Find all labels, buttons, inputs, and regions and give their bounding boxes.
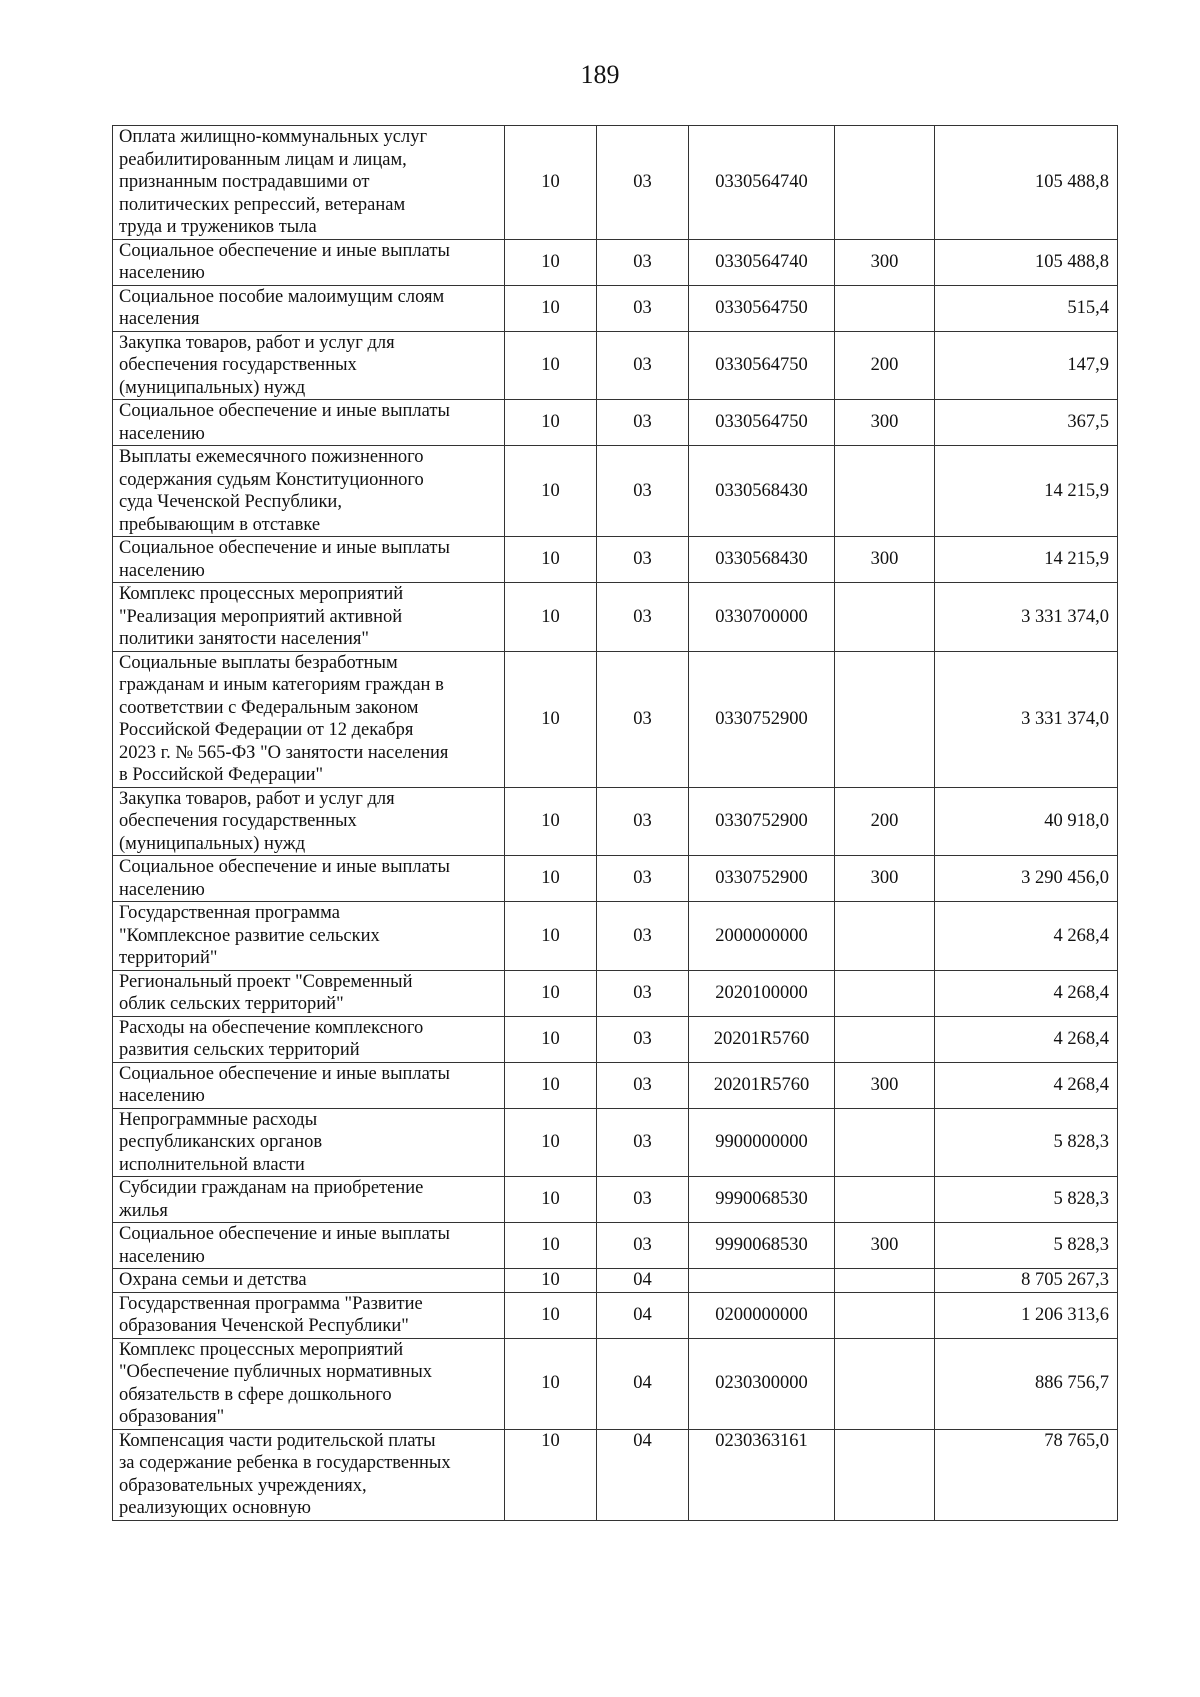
row-name-cell: Расходы на обеспечение комплексного развития сельских территорий [113,1016,505,1062]
row-section-cell: 10 [505,1338,597,1429]
row-amount-cell: 105 488,8 [935,126,1118,240]
row-name-cell: Государственная программа "Развитие образования Чеченской Республики" [113,1292,505,1338]
row-amount-cell: 4 268,4 [935,902,1118,971]
row-target-article-cell: 0330564750 [689,285,835,331]
row-subsection-cell: 03 [597,1062,689,1108]
row-subsection-cell: 03 [597,1177,689,1223]
row-name-cell: Социальные выплаты безработным гражданам и иным категориям граждан в соответствии с Федеральным законом Российской Федерации от 12 декабря 2023 г. № 565-ФЗ "О занятости населения в Российской Федерации" [113,651,505,787]
row-amount-cell: 886 756,7 [935,1338,1118,1429]
row-amount-cell: 5 828,3 [935,1108,1118,1177]
row-amount-cell: 3 331 374,0 [935,583,1118,652]
row-section-cell: 10 [505,583,597,652]
row-amount-cell: 105 488,8 [935,239,1118,285]
table-row [113,285,1118,331]
row-name-cell: Социальное обеспечение и иные выплаты населению [113,400,505,446]
row-section-cell: 10 [505,970,597,1016]
row-amount-cell: 1 206 313,6 [935,1292,1118,1338]
row-subsection-cell: 03 [597,446,689,537]
table-row [113,583,1118,652]
row-section-cell: 10 [505,285,597,331]
row-section-cell: 10 [505,787,597,856]
row-target-article-cell: 2020100000 [689,970,835,1016]
row-target-article-cell: 0330564740 [689,239,835,285]
row-amount-cell: 3 331 374,0 [935,651,1118,787]
row-amount-cell: 367,5 [935,400,1118,446]
row-target-article-cell [689,1269,835,1293]
row-target-article-cell: 0330752900 [689,856,835,902]
row-target-article-cell: 0330564750 [689,400,835,446]
row-target-article-cell: 9900000000 [689,1108,835,1177]
table-row [113,902,1118,971]
row-expense-type-cell: 300 [835,1062,935,1108]
row-subsection-cell: 04 [597,1292,689,1338]
table-row [113,1177,1118,1223]
table-row [113,1016,1118,1062]
row-section-cell: 10 [505,1223,597,1269]
table-row [113,1429,1118,1520]
row-amount-cell: 4 268,4 [935,1062,1118,1108]
row-section-cell: 10 [505,331,597,400]
page-number: 189 [580,60,620,89]
row-section-cell: 10 [505,1292,597,1338]
row-target-article-cell: 0330700000 [689,583,835,652]
row-expense-type-cell [835,446,935,537]
row-amount-cell: 147,9 [935,331,1118,400]
row-target-article-cell: 0230300000 [689,1338,835,1429]
row-section-cell: 10 [505,651,597,787]
row-expense-type-cell [835,651,935,787]
table-row [113,537,1118,583]
row-name-cell: Социальное обеспечение и иные выплаты населению [113,1223,505,1269]
row-name-cell: Государственная программа "Комплексное развитие сельских территорий" [113,902,505,971]
row-name-cell: Социальное обеспечение и иные выплаты населению [113,239,505,285]
row-amount-cell: 5 828,3 [935,1177,1118,1223]
row-amount-cell: 14 215,9 [935,537,1118,583]
row-name-cell: Выплаты ежемесячного пожизненного содержания судьям Конституционного суда Чеченской Республики, пребывающим в отставке [113,446,505,537]
table-row [113,1108,1118,1177]
row-amount-cell: 515,4 [935,285,1118,331]
row-expense-type-cell: 200 [835,787,935,856]
row-target-article-cell: 0330568430 [689,537,835,583]
row-subsection-cell: 03 [597,1108,689,1177]
row-amount-cell: 3 290 456,0 [935,856,1118,902]
row-expense-type-cell [835,1269,935,1293]
row-section-cell: 10 [505,1177,597,1223]
row-name-cell: Социальное пособие малоимущим слоям населения [113,285,505,331]
row-subsection-cell: 03 [597,331,689,400]
row-subsection-cell: 04 [597,1269,689,1293]
row-target-article-cell: 0330752900 [689,787,835,856]
row-section-cell: 10 [505,1429,597,1520]
row-subsection-cell: 03 [597,902,689,971]
row-section-cell: 10 [505,1016,597,1062]
row-name-cell: Охрана семьи и детства [113,1269,505,1293]
table-row [113,651,1118,787]
row-expense-type-cell [835,583,935,652]
row-subsection-cell: 03 [597,583,689,652]
row-section-cell: 10 [505,1108,597,1177]
row-section-cell: 10 [505,1062,597,1108]
row-section-cell: 10 [505,239,597,285]
row-subsection-cell: 03 [597,285,689,331]
row-amount-cell: 4 268,4 [935,1016,1118,1062]
row-expense-type-cell [835,285,935,331]
row-name-cell: Социальное обеспечение и иные выплаты населению [113,856,505,902]
row-name-cell: Социальное обеспечение и иные выплаты населению [113,1062,505,1108]
table-row [113,970,1118,1016]
row-subsection-cell: 03 [597,651,689,787]
row-target-article-cell: 2000000000 [689,902,835,971]
row-target-article-cell: 0200000000 [689,1292,835,1338]
table-row [113,446,1118,537]
row-section-cell: 10 [505,537,597,583]
row-section-cell: 10 [505,1269,597,1293]
row-name-cell: Закупка товаров, работ и услуг для обеспечения государственных (муниципальных) нужд [113,787,505,856]
row-expense-type-cell [835,126,935,240]
table-row [113,1269,1118,1293]
row-expense-type-cell [835,902,935,971]
row-expense-type-cell [835,1177,935,1223]
row-name-cell: Компенсация части родительской платы за содержание ребенка в государственных образовательных учреждениях, реализующих основную [113,1429,505,1520]
row-expense-type-cell [835,1338,935,1429]
row-name-cell: Закупка товаров, работ и услуг для обеспечения государственных (муниципальных) нужд [113,331,505,400]
row-amount-cell: 4 268,4 [935,970,1118,1016]
row-section-cell: 10 [505,446,597,537]
row-expense-type-cell [835,1108,935,1177]
row-expense-type-cell: 300 [835,239,935,285]
row-section-cell: 10 [505,856,597,902]
row-amount-cell: 40 918,0 [935,787,1118,856]
row-subsection-cell: 04 [597,1429,689,1520]
row-target-article-cell: 0330568430 [689,446,835,537]
row-target-article-cell: 0330564740 [689,126,835,240]
row-name-cell: Комплекс процессных мероприятий "Обеспечение публичных нормативных обязательств в сфере дошкольного образования" [113,1338,505,1429]
row-target-article-cell: 0330752900 [689,651,835,787]
table-row [113,1338,1118,1429]
row-target-article-cell: 0230363161 [689,1429,835,1520]
row-target-article-cell: 9990068530 [689,1223,835,1269]
budget-table [112,125,1118,1521]
row-expense-type-cell [835,1292,935,1338]
row-subsection-cell: 03 [597,537,689,583]
row-target-article-cell: 20201R5760 [689,1062,835,1108]
row-expense-type-cell [835,1016,935,1062]
table-row [113,787,1118,856]
row-target-article-cell: 20201R5760 [689,1016,835,1062]
row-name-cell: Региональный проект "Современный облик сельских территорий" [113,970,505,1016]
row-expense-type-cell: 300 [835,537,935,583]
row-subsection-cell: 04 [597,1338,689,1429]
row-subsection-cell: 03 [597,970,689,1016]
row-amount-cell: 14 215,9 [935,446,1118,537]
row-name-cell: Комплекс процессных мероприятий "Реализация мероприятий активной политики занятости населения" [113,583,505,652]
row-subsection-cell: 03 [597,400,689,446]
table-row [113,126,1118,240]
row-subsection-cell: 03 [597,1016,689,1062]
row-section-cell: 10 [505,902,597,971]
row-section-cell: 10 [505,126,597,240]
row-subsection-cell: 03 [597,1223,689,1269]
table-row [113,1223,1118,1269]
row-expense-type-cell: 300 [835,400,935,446]
table-row [113,1062,1118,1108]
row-amount-cell: 78 765,0 [935,1429,1118,1520]
table-row [113,856,1118,902]
row-amount-cell: 8 705 267,3 [935,1269,1118,1293]
row-name-cell: Непрограммные расходы республиканских органов исполнительной власти [113,1108,505,1177]
table-row [113,400,1118,446]
row-expense-type-cell: 300 [835,1223,935,1269]
row-target-article-cell: 0330564750 [689,331,835,400]
row-target-article-cell: 9990068530 [689,1177,835,1223]
table-row [113,331,1118,400]
row-subsection-cell: 03 [597,126,689,240]
row-expense-type-cell: 300 [835,856,935,902]
row-section-cell: 10 [505,400,597,446]
row-name-cell: Оплата жилищно-коммунальных услуг реабилитированным лицам и лицам, признанным пострадавшими от политических репрессий, ветеранам труда и тружеников тыла [113,126,505,240]
table-row [113,1292,1118,1338]
row-subsection-cell: 03 [597,787,689,856]
row-expense-type-cell: 200 [835,331,935,400]
budget-table-body [113,126,1118,1521]
table-row [113,239,1118,285]
row-subsection-cell: 03 [597,856,689,902]
row-amount-cell: 5 828,3 [935,1223,1118,1269]
row-subsection-cell: 03 [597,239,689,285]
row-expense-type-cell [835,1429,935,1520]
row-name-cell: Социальное обеспечение и иные выплаты населению [113,537,505,583]
row-expense-type-cell [835,970,935,1016]
row-name-cell: Субсидии гражданам на приобретение жилья [113,1177,505,1223]
